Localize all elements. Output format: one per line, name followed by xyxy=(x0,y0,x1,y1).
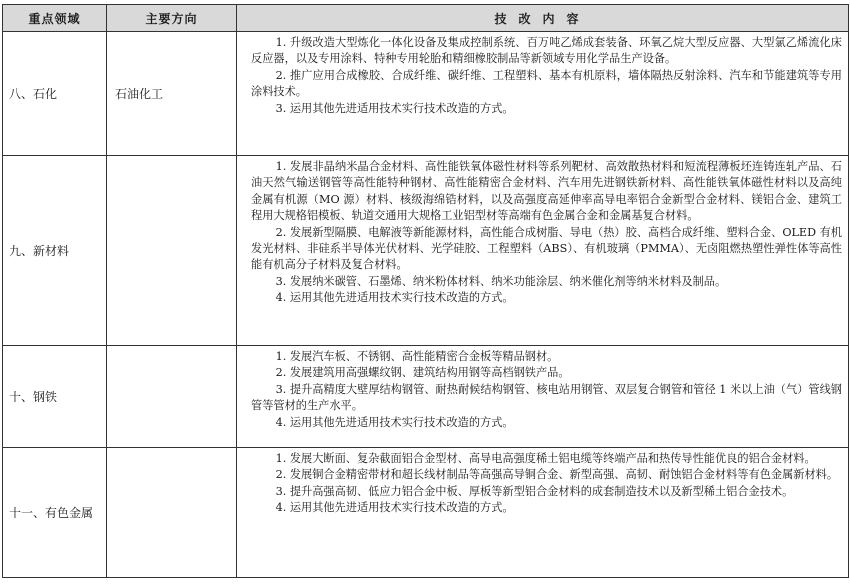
list-item: 1. 升级改造大型炼化一体化设备及集成控制系统、百万吨乙烯成套装备、环氧乙烷大型反应器、大型氯乙烯流化床反应器，以及专用涂料、特种专用轮胎和精细橡胶制品等新领域专用化学品生产设备。 xyxy=(251,36,842,66)
area-cell: 十一、有色金属 xyxy=(3,448,107,578)
list-item: 4. 运用其他先进适用技术实行技术改造的方式。 xyxy=(275,291,514,305)
header-direction: 主要方向 xyxy=(107,5,237,32)
list-item: 3. 提升高精度大壁厚结构钢管、耐热耐候结构钢管、核电站用钢管、双层复合钢管和管径 1 米以上油（气）管线钢管等管材的生产水平。 xyxy=(251,382,842,413)
area-cell: 八、石化 xyxy=(3,32,107,156)
area-cell: 十、钢铁 xyxy=(3,346,107,448)
list-item: 3. 提升高强高韧、低应力铝合金中板、厚板等新型铝合金材料的成套制造技术以及新型稀土铝合金技术。 xyxy=(275,484,794,498)
header-area: 重点领域 xyxy=(3,5,107,32)
list-item: 3. 发展纳米碳管、石墨烯、纳米粉体材料、纳米功能涂层、纳米催化剂等纳米材料及制品。 xyxy=(275,274,727,288)
list-item: 4. 运用其他先进适用技术实行技术改造的方式。 xyxy=(275,501,514,515)
table-row xyxy=(3,346,849,448)
list-item: 1. 发展汽车板、不锈钢、高性能精密合金板等精品钢材。 xyxy=(275,350,559,363)
content-cell xyxy=(237,448,849,578)
list-item: 2. 发展铜合金精密带材和超长线材制品等高强高导铜合金、新型高强、高韧、耐蚀铝合金材料等有色金属新材料。 xyxy=(275,468,839,482)
list-item: 3. 运用其他先进适用技术实行技术改造的方式。 xyxy=(275,101,514,115)
list-item: 2. 发展新型隔膜、电解液等新能源材料，高性能合成树脂、导电（热）胶、高档合成纤维、塑料合金、OLED 有机发光材料、非硅系半导体光伏材料、光学硅胶、工程塑料（ABS）、有机玻璃（PMMA）、无卤阻燃热塑性弹性体等高性能有机高分子材料及复合材料。 xyxy=(251,225,842,272)
content-cell xyxy=(237,156,849,346)
content-cell xyxy=(237,346,849,448)
direction-cell: 石油化工 xyxy=(107,32,237,156)
list-item: 2. 发展建筑用高强螺纹钢、建筑结构用钢等高档钢铁产品。 xyxy=(275,366,570,380)
tech-upgrade-table xyxy=(2,4,849,578)
table-row xyxy=(3,448,849,578)
direction-cell xyxy=(107,346,237,448)
direction-cell xyxy=(107,156,237,346)
table-row xyxy=(3,156,849,346)
content-cell xyxy=(237,32,849,156)
table-row xyxy=(3,32,849,156)
header-content: 技改内容 xyxy=(237,5,849,32)
list-item: 1. 发展大断面、复杂截面铝合金型材、高导电高强度稀土铝电缆等终端产品和热传导性能优良的铝合金材料。 xyxy=(275,452,816,465)
list-item: 4. 运用其他先进适用技术实行技术改造的方式。 xyxy=(275,415,514,429)
direction-cell xyxy=(107,448,237,578)
list-item: 2. 推广应用合成橡胶、合成纤维、碳纤维、工程塑料、基本有机原料，墙体隔热反射涂料、汽车和节能建筑等专用涂料技术。 xyxy=(251,68,842,99)
header-row xyxy=(3,5,849,32)
list-item: 1. 发展非晶纳米晶合金材料、高性能铁氧体磁性材料等系列靶材、高效散热材料和短流程薄板坯连铸连轧产品、石油天然气输送钢管等高性能特种钢材、高性能精密合金材料、汽车用先进钢铁新材料、高性能铁氧体磁性材料以及高纯金属有机源（MO 源）材料、核级海绵锆材料，以及高强度高延伸率高导电率铝合金新型合金材料、镁铝合金、建筑工程用大规格铝模板、轨道交通用大规格工业铝型材等高端有色金属合金和金属基复合材料。 xyxy=(251,160,842,223)
area-cell: 九、新材料 xyxy=(3,156,107,346)
